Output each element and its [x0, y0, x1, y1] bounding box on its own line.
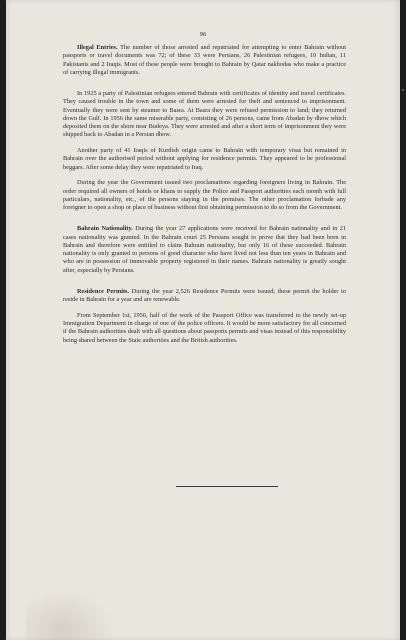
paragraph-text: During the year 2,526 Residence Permits were issued; these permit the holder to reside in Bahrain for a year and are renewable. — [63, 287, 346, 303]
paragraph-text: The number of those arrested and repatriated for attempting to enter Bahrain without passports or travel documents was 72; of these 33 were Persians, 26 Palestinian refugees, 10 Indian, 11 Pakistanis and 2 Iraqis. Most of these people were brought to Bahrain by Qatar nakhodas who make a practice of carrying illegal immigrants. — [63, 44, 346, 76]
paragraph-kurdish-iraqis — [63, 147, 346, 172]
page-number: 96 — [199, 31, 207, 38]
paragraph-bahrain-nationality — [63, 225, 346, 275]
paragraph-proclamations — [63, 179, 346, 212]
paper-speck — [402, 89, 404, 91]
paper-stain — [26, 590, 116, 640]
section-heading-bahrain-nationality: Bahrain Nationality. — [77, 225, 133, 233]
section-heading-illegal-entries: Illegal Entries. — [77, 44, 118, 51]
paragraph-text: During the year 27 applications were received for Bahrain nationality and in 21 cases nationality was granted. In the Bahrain court 25 Persians sought to prove that they had been born in Bahrain and therefore were entitled to claim Bahrain nationality, but only 16 of these succeeded. Bahrain nationality is only granted to persons of good character who have lived not less than ten years in Bahrain and who are in possession of immovable property registered in their names. Bahrain nationality is greatly sought after, especially by Persians. — [63, 225, 347, 274]
paragraph-text: In 1925 a party of Palestinian refugees entered Bahrain with certificates of identity and travel certificates. They caused trouble in the town and some of them were arrested for theft and sentenced to imprisonment. Eventually they were sent by steamer to Basra. At Basra they were refused permission to land; they returned down the Gulf. In 1956 the same miserable party, consisting of 26 persons, came from Abadan by dhow which deposited them on the shore near Budeya. They were arrested and after a short term of imprisonment they were shipped back to Abadan in a Persian dhow. — [63, 90, 346, 139]
paragraph-residence-permits — [63, 288, 346, 305]
paragraph-illegal-entries — [63, 44, 346, 77]
paragraph-text: During the year the Government issued two proclamations regarding foreigners living in Bahrain. The order required all owners of hotels or khans to supply the Police and Passport authorities each month with full particulars, nationality, etc., of the persons staying in the premises. The other proclamation forbade any foreigner to open a shop or place of business without first obtaining permission to do so from the Government. — [63, 179, 346, 211]
paragraph-text: From September 1st, 1956, half of the work of the Passport Office was transferred to the newly set-up Immigration Department in charge of one of the police officers. It would be more satisfactory for all concerned if the Bahrain authorities dealt with all questions about passports permits and visas instead of this responsibility being shared between the State authorities and the British authorities. — [63, 311, 346, 344]
closing-rule — [176, 486, 278, 487]
section-heading-residence-permits: Residence Permits. — [77, 287, 130, 295]
paragraph-palestinian-refugees — [63, 90, 346, 140]
paragraph-text: Another party of 41 Iraqis of Kurdish origin came to Bahrain with temporary visas but remained in Bahrain over the authorised period without applying for residence permits. They appeared to be professional beggars. After some delay they were repatriated to Iraq. — [63, 147, 346, 171]
paragraph-passport-office — [63, 312, 346, 345]
document-page — [6, 0, 400, 640]
document-body — [63, 44, 346, 352]
